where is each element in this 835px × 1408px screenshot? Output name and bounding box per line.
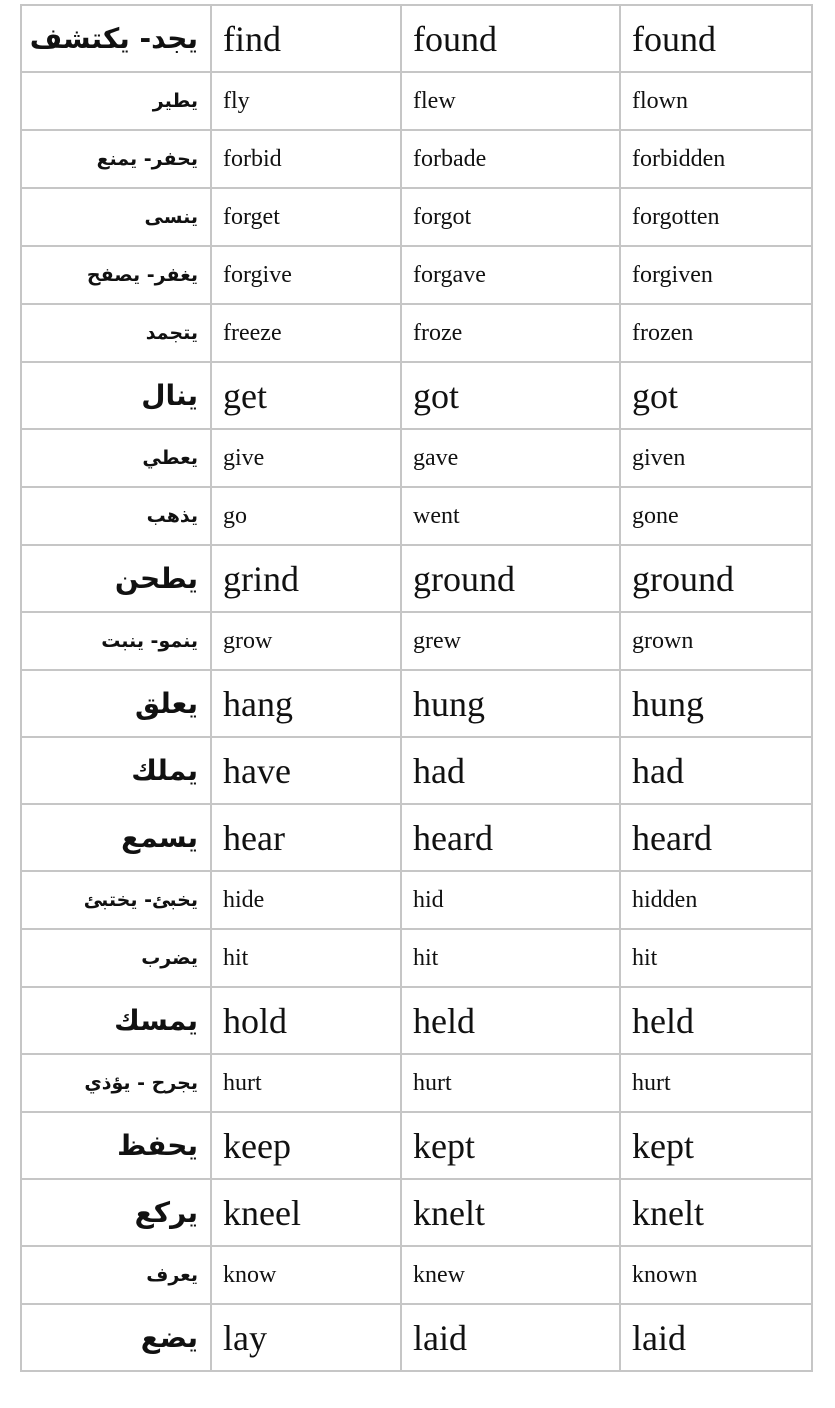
table-row [21, 487, 812, 545]
base-form-cell: get [211, 362, 401, 429]
past-simple-cell: held [401, 987, 620, 1054]
base-form-cell: hear [211, 804, 401, 871]
base-form-cell: keep [211, 1112, 401, 1179]
past-participle-cell: knelt [620, 1179, 812, 1246]
past-simple-cell: found [401, 5, 620, 72]
past-simple-cell: forgave [401, 246, 620, 304]
past-simple-cell: hid [401, 871, 620, 929]
base-form-cell: hit [211, 929, 401, 987]
base-form-cell: forget [211, 188, 401, 246]
past-participle-cell: hit [620, 929, 812, 987]
base-form-cell: lay [211, 1304, 401, 1371]
table-row [21, 188, 812, 246]
table-row [21, 429, 812, 487]
past-simple-cell: hung [401, 670, 620, 737]
arabic-meaning-cell: يتجمد [21, 304, 211, 362]
table-row [21, 987, 812, 1054]
past-participle-cell: ground [620, 545, 812, 612]
past-participle-cell: hurt [620, 1054, 812, 1112]
table-row [21, 804, 812, 871]
base-form-cell: kneel [211, 1179, 401, 1246]
past-participle-cell: flown [620, 72, 812, 130]
past-simple-cell: forbade [401, 130, 620, 188]
arabic-meaning-cell: يمسك [21, 987, 211, 1054]
table-row [21, 545, 812, 612]
past-simple-cell: kept [401, 1112, 620, 1179]
arabic-meaning-cell: يركع [21, 1179, 211, 1246]
arabic-meaning-cell: يخبئ- يختبئ [21, 871, 211, 929]
past-simple-cell: ground [401, 545, 620, 612]
base-form-cell: grow [211, 612, 401, 670]
table-row [21, 246, 812, 304]
past-participle-cell: given [620, 429, 812, 487]
past-simple-cell: knelt [401, 1179, 620, 1246]
past-participle-cell: found [620, 5, 812, 72]
arabic-meaning-cell: يطحن [21, 545, 211, 612]
past-simple-cell: had [401, 737, 620, 804]
base-form-cell: fly [211, 72, 401, 130]
past-simple-cell: heard [401, 804, 620, 871]
past-participle-cell: known [620, 1246, 812, 1304]
arabic-meaning-cell: يسمع [21, 804, 211, 871]
past-participle-cell: forbidden [620, 130, 812, 188]
table-row [21, 1304, 812, 1371]
past-participle-cell: gone [620, 487, 812, 545]
table-row [21, 1054, 812, 1112]
past-simple-cell: forgot [401, 188, 620, 246]
arabic-meaning-cell: يضع [21, 1304, 211, 1371]
table-row [21, 737, 812, 804]
table-row [21, 1246, 812, 1304]
past-participle-cell: heard [620, 804, 812, 871]
base-form-cell: go [211, 487, 401, 545]
past-participle-cell: laid [620, 1304, 812, 1371]
past-participle-cell: had [620, 737, 812, 804]
past-participle-cell: frozen [620, 304, 812, 362]
past-simple-cell: knew [401, 1246, 620, 1304]
arabic-meaning-cell: يجد- يكتشف [21, 5, 211, 72]
arabic-meaning-cell: يذهب [21, 487, 211, 545]
past-simple-cell: laid [401, 1304, 620, 1371]
past-participle-cell: held [620, 987, 812, 1054]
base-form-cell: have [211, 737, 401, 804]
past-participle-cell: hidden [620, 871, 812, 929]
arabic-meaning-cell: ينال [21, 362, 211, 429]
base-form-cell: hold [211, 987, 401, 1054]
table-row [21, 1179, 812, 1246]
base-form-cell: hang [211, 670, 401, 737]
irregular-verbs-table [20, 4, 813, 1372]
arabic-meaning-cell: يغفر- يصفح [21, 246, 211, 304]
past-simple-cell: hit [401, 929, 620, 987]
base-form-cell: know [211, 1246, 401, 1304]
base-form-cell: freeze [211, 304, 401, 362]
past-participle-cell: grown [620, 612, 812, 670]
past-simple-cell: got [401, 362, 620, 429]
table-row [21, 929, 812, 987]
arabic-meaning-cell: ينسى [21, 188, 211, 246]
base-form-cell: hurt [211, 1054, 401, 1112]
arabic-meaning-cell: يملك [21, 737, 211, 804]
table-row [21, 362, 812, 429]
base-form-cell: find [211, 5, 401, 72]
table-row [21, 670, 812, 737]
past-simple-cell: grew [401, 612, 620, 670]
table-row [21, 5, 812, 72]
arabic-meaning-cell: يحفر- يمنع [21, 130, 211, 188]
arabic-meaning-cell: يجرح - يؤذي [21, 1054, 211, 1112]
arabic-meaning-cell: ينمو- ينبت [21, 612, 211, 670]
table-row [21, 871, 812, 929]
past-participle-cell: got [620, 362, 812, 429]
arabic-meaning-cell: يضرب [21, 929, 211, 987]
past-simple-cell: hurt [401, 1054, 620, 1112]
past-simple-cell: went [401, 487, 620, 545]
past-participle-cell: forgotten [620, 188, 812, 246]
past-simple-cell: flew [401, 72, 620, 130]
table-row [21, 1112, 812, 1179]
arabic-meaning-cell: يطير [21, 72, 211, 130]
table-row [21, 130, 812, 188]
past-participle-cell: kept [620, 1112, 812, 1179]
arabic-meaning-cell: يحفظ [21, 1112, 211, 1179]
past-simple-cell: froze [401, 304, 620, 362]
base-form-cell: hide [211, 871, 401, 929]
base-form-cell: give [211, 429, 401, 487]
verbs-table-body [21, 5, 812, 1371]
past-participle-cell: hung [620, 670, 812, 737]
past-simple-cell: gave [401, 429, 620, 487]
arabic-meaning-cell: يعطي [21, 429, 211, 487]
base-form-cell: forgive [211, 246, 401, 304]
past-participle-cell: forgiven [620, 246, 812, 304]
base-form-cell: grind [211, 545, 401, 612]
table-row [21, 304, 812, 362]
base-form-cell: forbid [211, 130, 401, 188]
arabic-meaning-cell: يعرف [21, 1246, 211, 1304]
table-row [21, 612, 812, 670]
table-row [21, 72, 812, 130]
arabic-meaning-cell: يعلق [21, 670, 211, 737]
